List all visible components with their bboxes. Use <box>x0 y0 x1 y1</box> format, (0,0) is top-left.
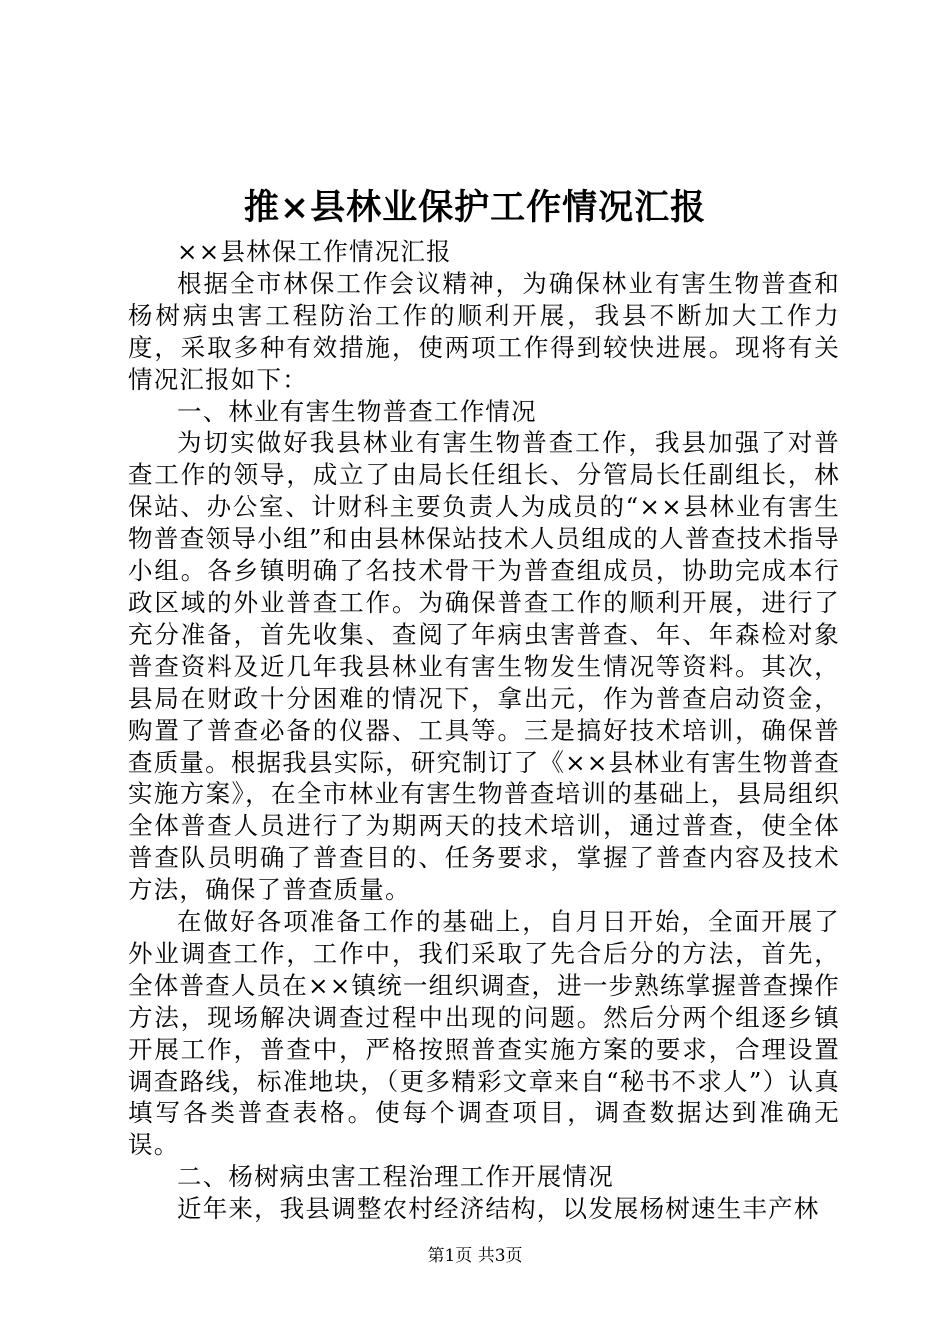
paragraph-survey-preparation: 为切实做好我县林业有害生物普查工作，我县加强了对普查工作的领导，成立了由局长任组长、分管局长任副组长，林保站、办公室、计财科主要负责人为成员的“××县林业有害生物普查领导小组”和由县林保站技术人员组成的人普查技术指导小组。各乡镇明确了名技术骨干为普查组成员，协助完成本行政区域的外业普查工作。为确保普查工作的顺利开展，进行了充分准备，首先收集、查阅了年病虫害普查、年、年森检对象普查资料及近几年我县林业有害生物发生情况等资料。其次，县局在财政十分困难的情况下，拿出元，作为普查启动资金，购置了普查必备的仪器、工具等。三是搞好技术培训，确保普查质量。根据我县实际，研究制订了《××县林业有害生物普查实施方案》，在全市林业有害生物普查培训的基础上，县局组织全体普查人员进行了为期两天的技术培训，通过普查，使全体普查队员明确了普查目的、任务要求，掌握了普查内容及技术方法，确保了普查质量。 <box>128 428 840 905</box>
paragraph-field-survey: 在做好各项准备工作的基础上，自月日开始，全面开展了外业调查工作，工作中，我们采取了先合后分的方法，首先，全体普查人员在××镇统一组织调查，进一步熟练掌握普查操作方法，现场解决调查过程中出现的问题。然后分两个组逐乡镇开展工作，普查中，严格按照普查实施方案的要求，合理设置调查路线，标准地块，（更多精彩文章来自“秘书不求人”）认真填写各类普查表格。使每个调查项目，调查数据达到准确无误。 <box>128 907 840 1160</box>
paragraph-intro: 根据全市林保工作会议精神，为确保林业有害生物普查和杨树病虫害工程防治工作的顺利开展，我县不断加大工作力度，采取多种有效措施，使两项工作得到较快进展。现将有关情况汇报如下： <box>128 268 840 394</box>
paragraph-subtitle: ××县林保工作情况汇报 <box>177 237 452 266</box>
page-number-footer: 第1页 共3页 <box>427 1246 523 1266</box>
paragraph-poplar-treatment: 近年来，我县调整农村经济结构，以发展杨树速生丰产林 <box>177 1194 820 1224</box>
document-title: 推×县林业保护工作情况汇报 <box>243 187 707 228</box>
section-heading-1: 一、林业有害生物普查工作情况 <box>177 396 537 426</box>
document-body <box>128 236 840 1225</box>
section-heading-2: 二、杨树病虫害工程治理工作开展情况 <box>177 1162 614 1192</box>
